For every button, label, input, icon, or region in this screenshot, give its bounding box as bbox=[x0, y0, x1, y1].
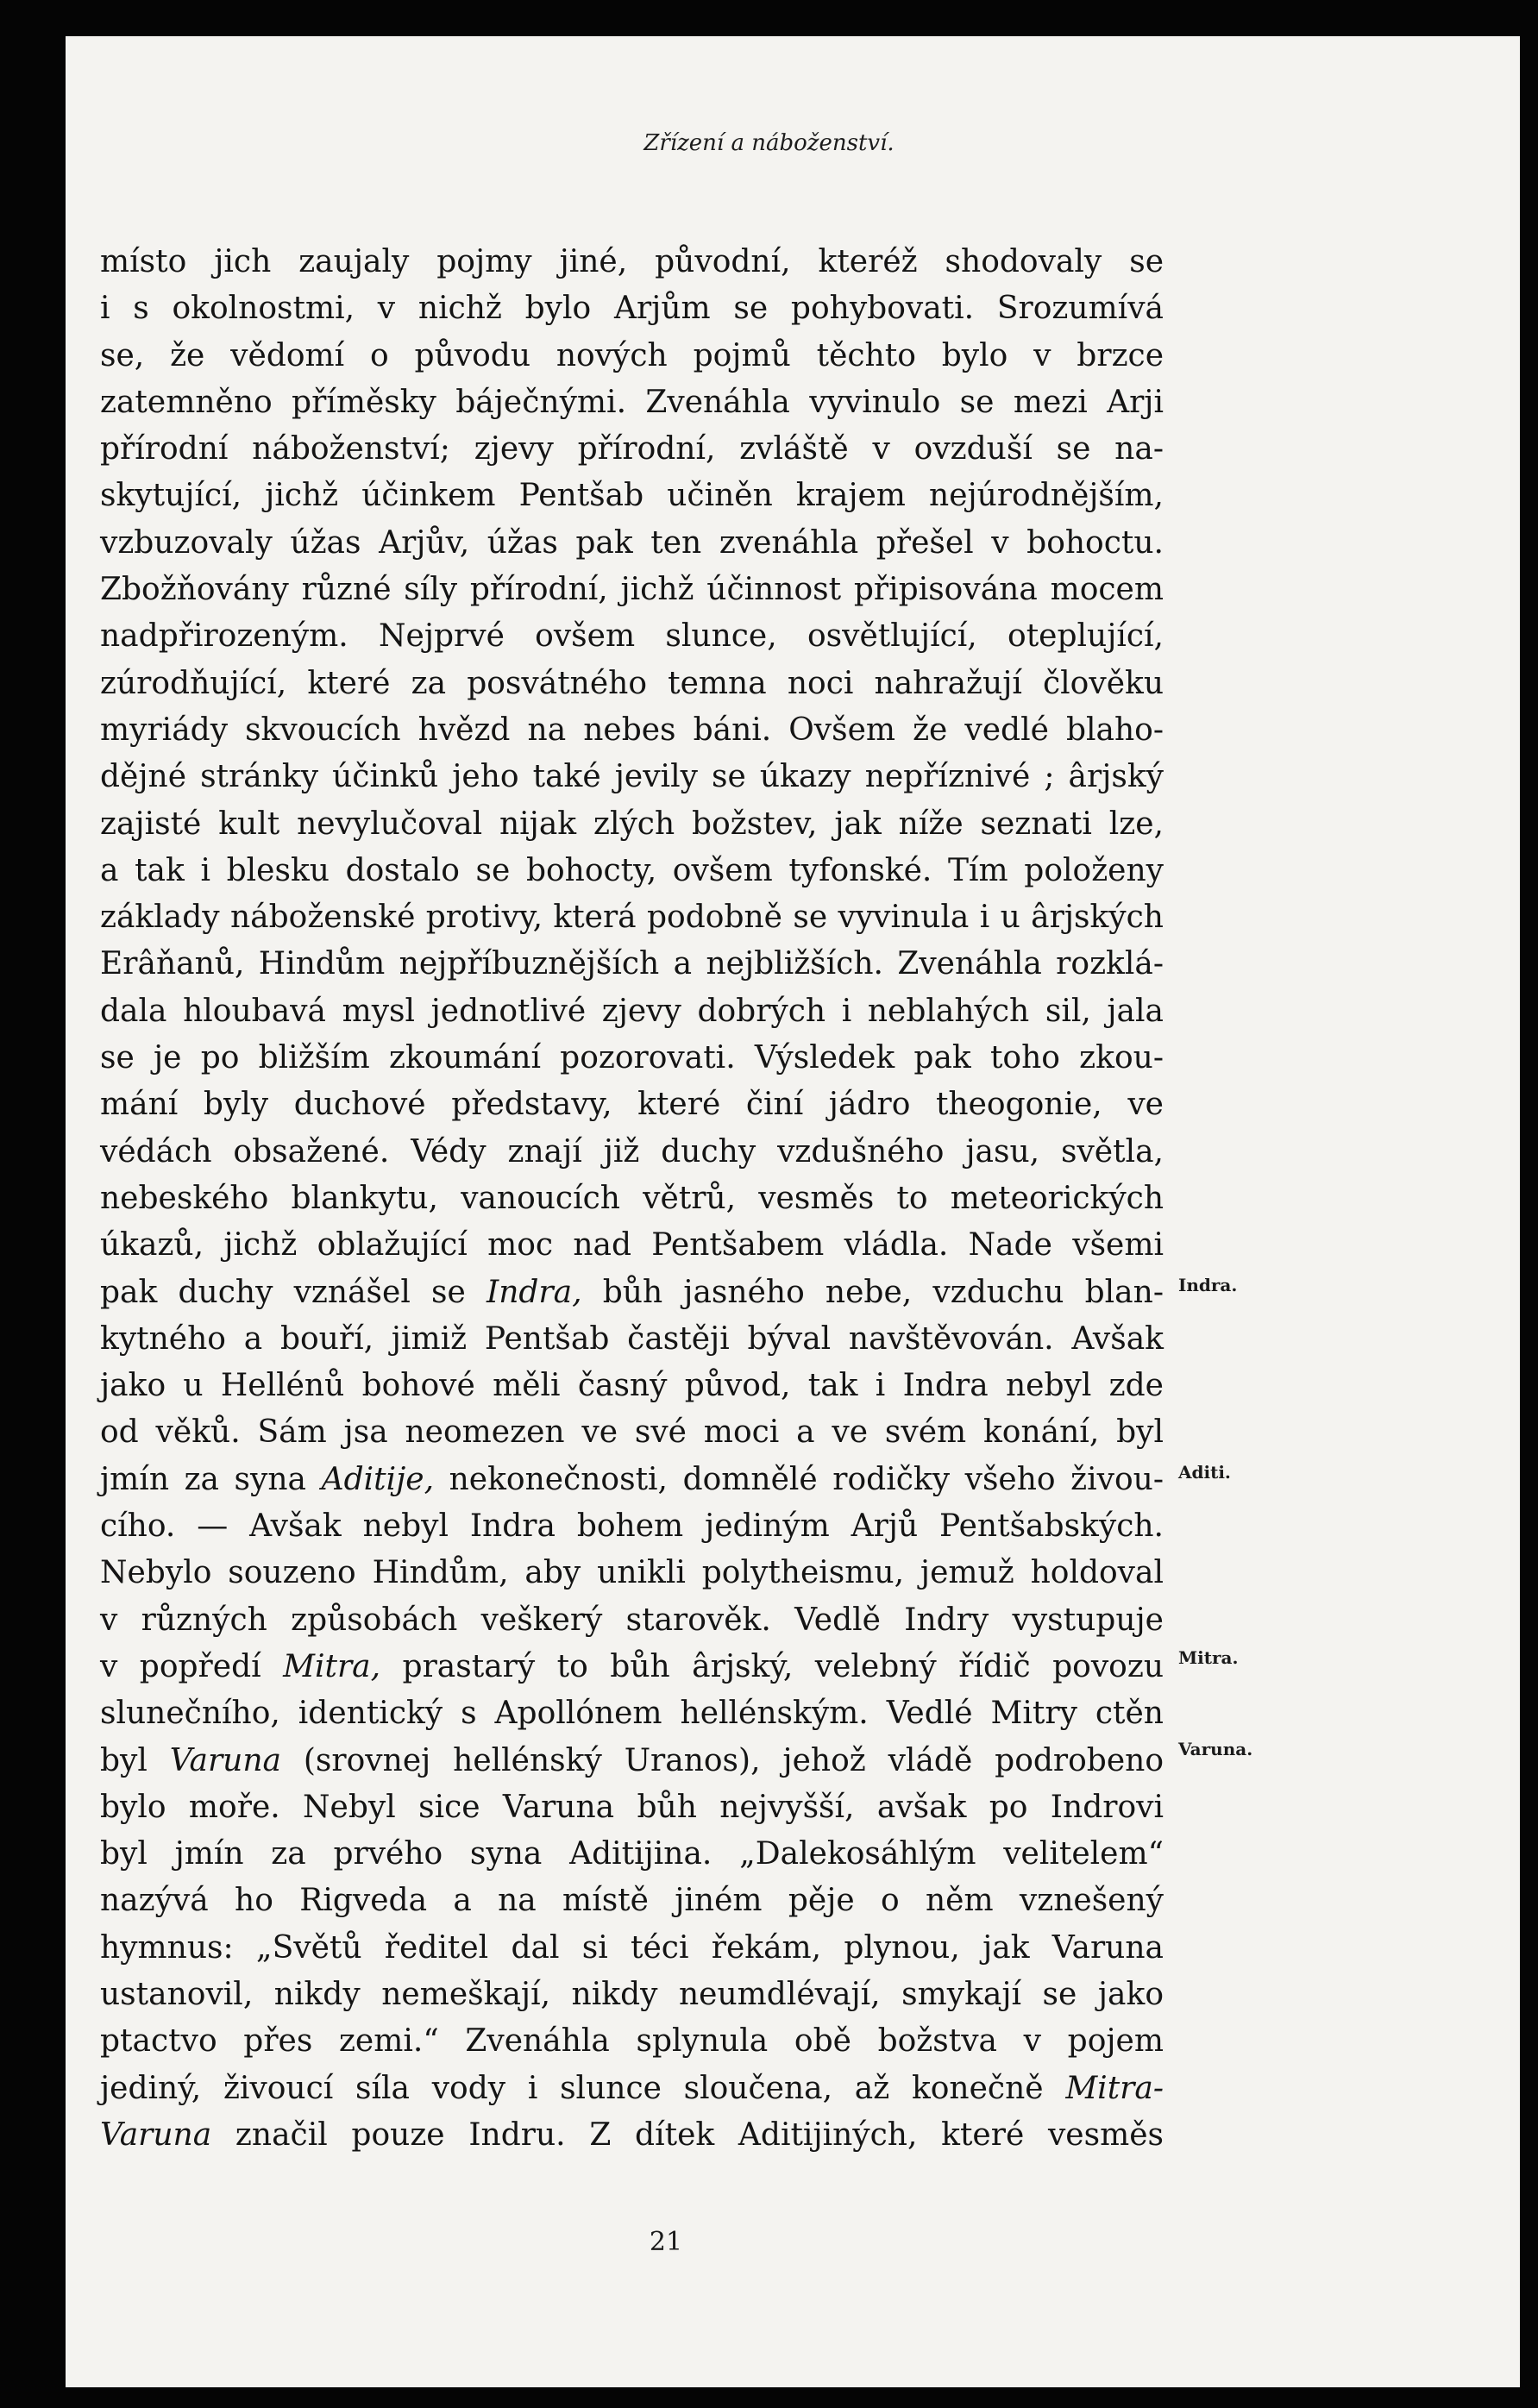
text-line: slunečního, identický s Apollónem hellénským. Vedlé Mitry ctěn bbox=[100, 1696, 1164, 1732]
margin-note-indra: Indra. bbox=[1178, 1275, 1238, 1295]
text-line: dala hloubavá mysl jednotlivé zjevy dobrých i neblahých sil, jala bbox=[100, 993, 1164, 1029]
text-line: pak duchy vznášel se Indra, bůh jasného nebe, vzduchu blan- bbox=[100, 1274, 1164, 1310]
text-line: védách obsažené. Védy znají již duchy vzdušného jasu, světla, bbox=[100, 1133, 1164, 1170]
text-line: nebeského blankytu, vanoucích větrů, vesměs to meteorických bbox=[100, 1180, 1164, 1216]
scan-frame-bottom bbox=[0, 2387, 1538, 2408]
text-line: mání byly duchové představy, které činí jádro theogonie, ve bbox=[100, 1087, 1164, 1123]
text-line: i s okolnostmi, v nichž bylo Arjům se pohybovati. Srozumívá bbox=[100, 291, 1164, 327]
text-line: ptactvo přes zemi.“ Zvenáhla splynula obě božstva v pojem bbox=[100, 2023, 1164, 2060]
text-line: Erâňanů, Hindům nejpříbuznějších a nejbližších. Zvenáhla rozklá- bbox=[100, 946, 1164, 982]
text-line: Nebylo souzeno Hindům, aby unikli polytheismu, jemuž holdoval bbox=[100, 1555, 1164, 1591]
italic-term: Varuna bbox=[169, 1742, 281, 1778]
text-line: zajisté kult nevylučoval nijak zlých božstev, jak níže seznati lze, bbox=[100, 806, 1164, 842]
italic-term: Mitra, bbox=[283, 1648, 381, 1684]
text-line: místo jich zaujaly pojmy jiné, původní, kteréž shodovaly se bbox=[100, 244, 1164, 279]
text-line: nazývá ho Rigveda a na místě jiném pěje o něm vznešený bbox=[100, 1883, 1164, 1919]
text-line: byl jmín za prvého syna Aditijina. „Dalekosáhlým velitelem“ bbox=[100, 1836, 1164, 1872]
italic-term: Varuna bbox=[100, 2116, 212, 2153]
text-line: skytující, jichž účinkem Pentšab učiněn krajem nejúrodnějším, bbox=[100, 478, 1164, 514]
scan-frame-top bbox=[0, 0, 1538, 36]
text-line: myriády skvoucích hvězd na nebes báni. Ovšem že vedlé blaho- bbox=[100, 712, 1164, 748]
text-line: jako u Hellénů bohové měli časný původ, tak i Indra nebyl zde bbox=[100, 1368, 1164, 1404]
text-line: zúrodňující, které za posvátného temna noci nahražují člověku bbox=[100, 665, 1164, 701]
page-number: 21 bbox=[649, 2227, 683, 2257]
text-line: kytného a bouří, jimiž Pentšab častěji býval navštěvován. Avšak bbox=[100, 1320, 1164, 1357]
body-text bbox=[100, 239, 1164, 2159]
margin-note-aditi: Aditi. bbox=[1178, 1462, 1231, 1483]
text-line: cího. — Avšak nebyl Indra bohem jediným Arjů Pentšabských. bbox=[100, 1508, 1164, 1545]
text-line: a tak i blesku dostalo se bohocty, ovšem tyfonské. Tím položeny bbox=[100, 852, 1164, 888]
scan-frame-left bbox=[0, 0, 66, 2408]
text-line: jediný, živoucí síla vody i slunce sloučena, až konečně Mitra- bbox=[100, 2070, 1164, 2106]
text-line: bylo moře. Nebyl sice Varuna bůh nejvyšší, avšak po Indrovi bbox=[100, 1789, 1164, 1825]
text-line: zatemněno příměsky báječnými. Zvenáhla vyvinulo se mezi Arji bbox=[100, 384, 1164, 420]
text-line: jmín za syna Aditije, nekonečnosti, domnělé rodičky všeho živou- bbox=[100, 1461, 1164, 1497]
text-line: od věků. Sám jsa neomezen ve své moci a ve svém konání, byl bbox=[100, 1414, 1164, 1451]
scan-frame-right bbox=[1520, 0, 1538, 2408]
margin-note-mitra: Mitra. bbox=[1178, 1647, 1239, 1668]
text-line: Varuna značil pouze Indru. Z dítek Aditijiných, které vesměs bbox=[100, 2116, 1164, 2153]
text-line: se, že vědomí o původu nových pojmů těchto bylo v brzce bbox=[100, 337, 1164, 373]
running-head: Zřízení a náboženství. bbox=[643, 130, 895, 156]
text-line: v popředí Mitra, prastarý to bůh ârjský, velebný řídič povozu bbox=[100, 1648, 1164, 1684]
text-line: se je po bližším zkoumání pozorovati. Výsledek pak toho zkou- bbox=[100, 1040, 1164, 1076]
text-line: přírodní náboženství; zjevy přírodní, zvláště v ovzduší se na- bbox=[100, 431, 1164, 467]
text-line: úkazů, jichž oblažující moc nad Pentšabem vládla. Nade všemi bbox=[100, 1227, 1164, 1264]
text-line: v různých způsobách veškerý starověk. Vedlě Indry vystupuje bbox=[100, 1602, 1164, 1638]
text-line: vzbuzovaly úžas Arjův, úžas pak ten zvenáhla přešel v bohoctu. bbox=[100, 524, 1164, 561]
text-line: byl Varuna (srovnej hellénský Uranos), jehož vládě podrobeno bbox=[100, 1742, 1164, 1778]
text-line: dějné stránky účinků jeho také jevily se úkazy nepříznivé ; ârjský bbox=[100, 759, 1164, 795]
text-line: základy náboženské protivy, která podobně se vyvinula i u ârjských bbox=[100, 900, 1164, 936]
italic-term: Aditije, bbox=[321, 1461, 435, 1497]
italic-term: Mitra- bbox=[1065, 2070, 1164, 2106]
text-line: hymnus: „Světů ředitel dal si téci řekám, plynou, jak Varuna bbox=[100, 1929, 1164, 1966]
text-line: nadpřirozeným. Nejprvé ovšem slunce, osvětlující, oteplující, bbox=[100, 618, 1164, 655]
text-line: Zbožňovány různé síly přírodní, jichž účinnost připisována mocem bbox=[100, 572, 1164, 608]
text-line: ustanovil, nikdy nemeškají, nikdy neumdlévají, smykají se jako bbox=[100, 1976, 1164, 2012]
italic-term: Indra, bbox=[486, 1274, 582, 1310]
margin-note-varuna: Varuna. bbox=[1178, 1739, 1253, 1759]
